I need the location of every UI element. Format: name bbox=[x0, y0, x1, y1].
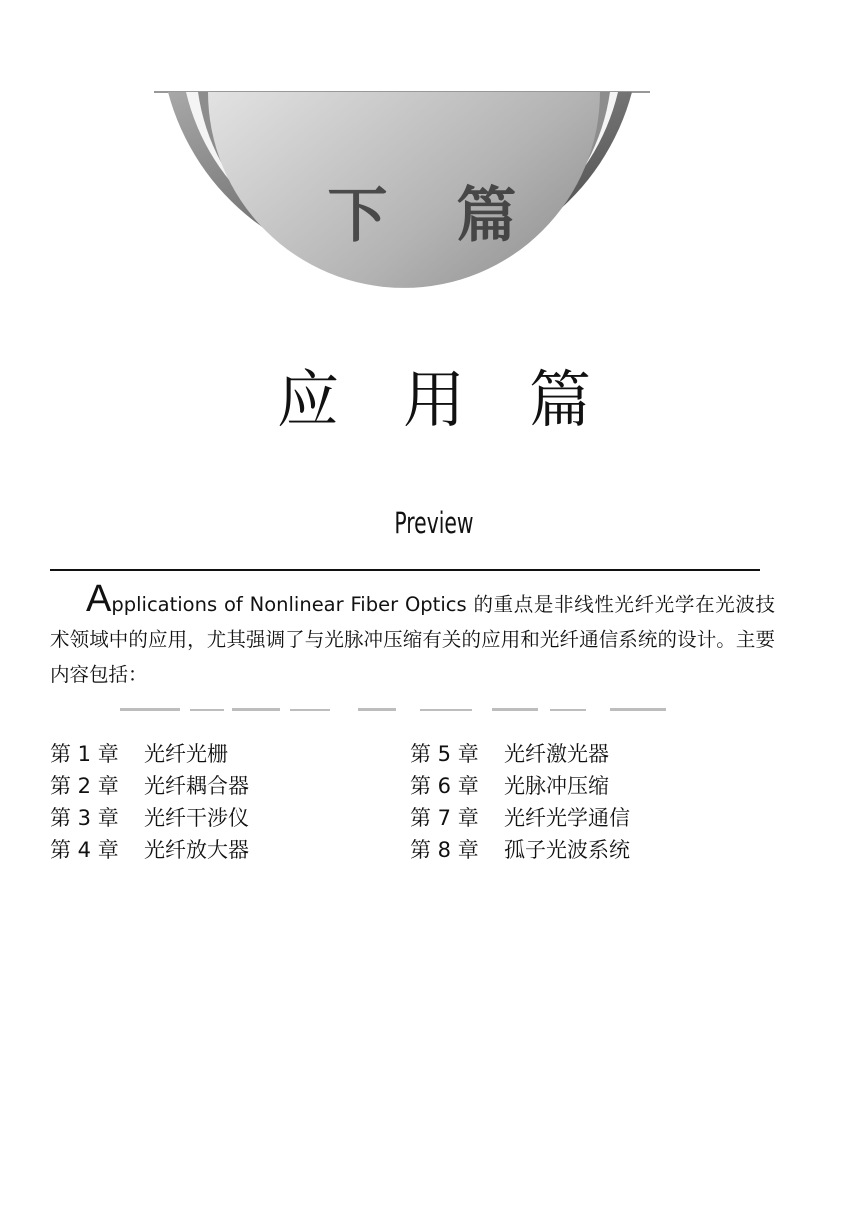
part-title: 应用篇 bbox=[276, 363, 655, 436]
chapter-title: 光纤光栅 bbox=[144, 742, 228, 766]
chapter-number: 第 1 章 bbox=[50, 742, 119, 766]
intro-paragraph bbox=[50, 578, 775, 692]
chapter-number: 第 7 章 bbox=[410, 806, 479, 830]
chapter-item bbox=[410, 738, 770, 770]
chapter-title: 孤子光波系统 bbox=[504, 838, 630, 862]
chapter-item bbox=[410, 834, 770, 866]
divider-rule bbox=[50, 569, 760, 571]
chapter-item bbox=[50, 770, 410, 802]
chapter-item bbox=[50, 738, 410, 770]
chapter-number: 第 2 章 bbox=[50, 774, 119, 798]
chapter-title: 光纤激光器 bbox=[504, 742, 609, 766]
chapter-title: 光纤耦合器 bbox=[144, 774, 249, 798]
chapter-column-right bbox=[410, 738, 770, 866]
chapter-number: 第 4 章 bbox=[50, 838, 119, 862]
preview-heading: Preview bbox=[394, 506, 474, 540]
chapter-title: 光纤光学通信 bbox=[504, 806, 630, 830]
part-label: 下 篇 bbox=[327, 181, 541, 251]
chapter-item bbox=[50, 834, 410, 866]
chapter-item bbox=[410, 802, 770, 834]
intro-dropcap: A bbox=[86, 578, 112, 620]
chapter-number: 第 6 章 bbox=[410, 774, 479, 798]
chapter-column-left bbox=[50, 738, 410, 866]
chapter-number: 第 3 章 bbox=[50, 806, 119, 830]
chapter-item bbox=[50, 802, 410, 834]
chapter-number: 第 5 章 bbox=[410, 742, 479, 766]
chapter-number: 第 8 章 bbox=[410, 838, 479, 862]
intro-text: pplications of Nonlinear Fiber Optics 的重点是非线性光纤光学在光波技术领域中的应用，尤其强调了与光脉冲压缩有关的应用和光纤通信系统的设计。主要内容包括： bbox=[50, 593, 775, 686]
scan-noise-line bbox=[120, 704, 690, 716]
chapter-title: 光脉冲压缩 bbox=[504, 774, 609, 798]
chapter-item bbox=[410, 770, 770, 802]
chapter-list bbox=[50, 738, 770, 866]
chapter-title: 光纤放大器 bbox=[144, 838, 249, 862]
chapter-title: 光纤干涉仪 bbox=[144, 806, 249, 830]
